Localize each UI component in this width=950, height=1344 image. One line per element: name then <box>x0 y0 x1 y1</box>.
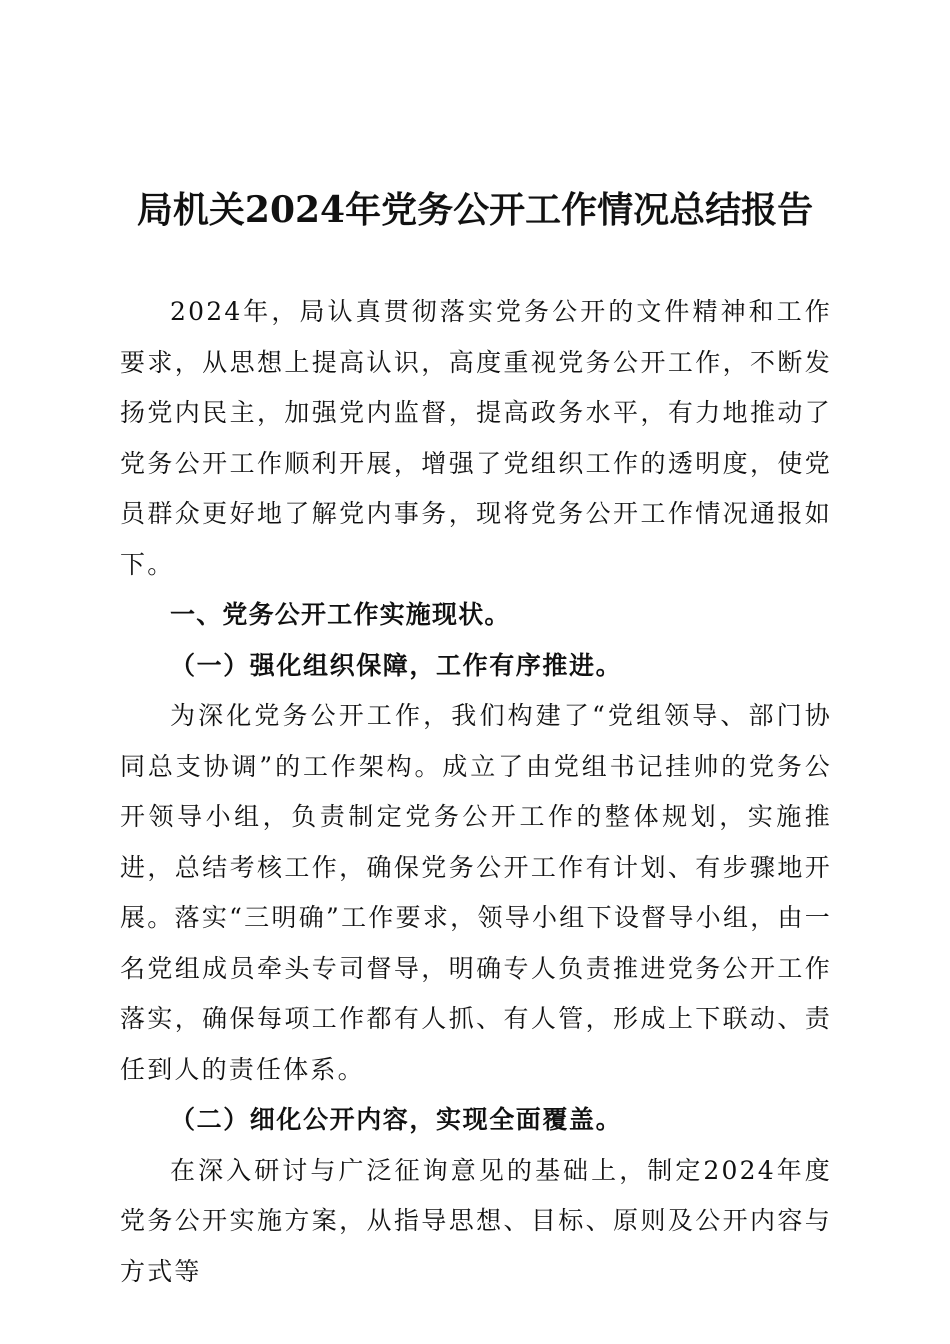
subsection-heading-1: （一）强化组织保障，工作有序推进。 <box>170 650 623 680</box>
subsection-heading-2: （二）细化公开内容，实现全面覆盖。 <box>170 1105 623 1134</box>
intro-paragraph: 2024年，局认真贯彻落实党务公开的文件精神和工作要求，从思想上提高认识，高度重视党务公开工作，不断发扬党内民主，加强党内监督，提高政务水平，有力地推动了党务公开工作顺利开展，增强了党组织工作的透明度，使党员群众更好地了解党内事务，现将党务公开工作情况通报如下。 <box>120 297 832 579</box>
section-heading-1: 一、党务公开工作实施现状。 <box>170 600 511 629</box>
document-title: 局机关2024年党务公开工作情况总结报告 <box>136 189 814 231</box>
body-paragraph-organization: 为深化党务公开工作，我们构建了“党组领导、部门协同总支协调”的工作架构。成立了由党组书记挂帅的党务公开领导小组，负责制定党务公开工作的整体规划，实施推进，总结考核工作，确保党务公开工作有计划、有步骤地开展。落实“三明确”工作要求，领导小组下设督导小组，由一名党组成员牵头专司督导，明确专人负责推进党务公开工作落实，确保每项工作都有人抓、有人管，形成上下联动、责任到人的责任体系。 <box>120 701 832 1084</box>
body-paragraph-content: 在深入研讨与广泛征询意见的基础上，制定2024年度党务公开实施方案，从指导思想、目标、原则及公开内容与方式等 <box>120 1155 832 1286</box>
document-body <box>120 287 832 1297</box>
